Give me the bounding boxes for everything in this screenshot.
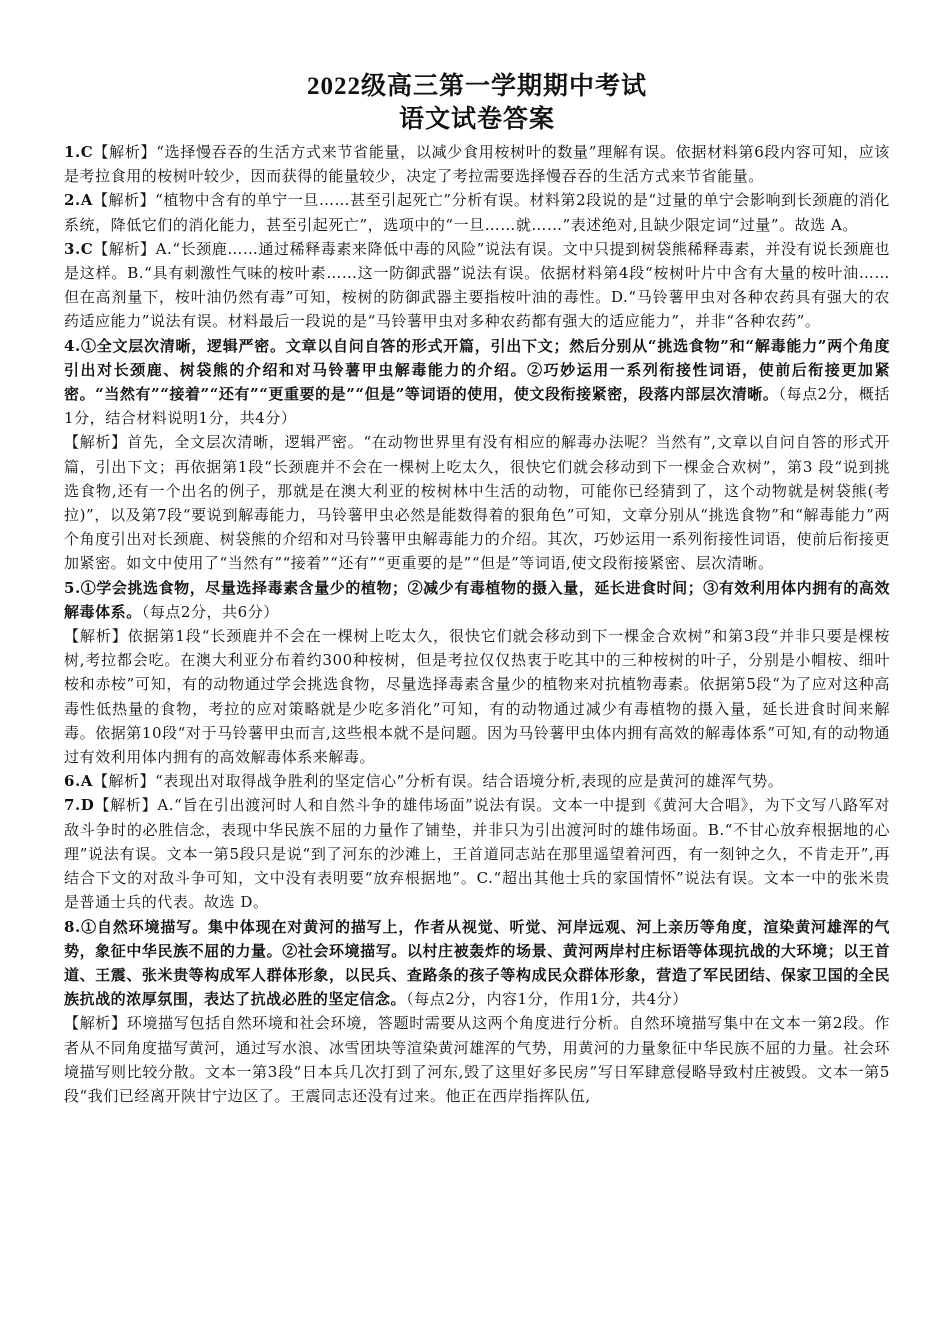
answer-4 bbox=[64, 334, 890, 431]
answer-3-analysis: 【解析】A.“长颈鹿……通过稀释毒素来降低中毒的风险”说法有误。文中只提到树袋熊稀释毒素，并没有说长颈鹿也是这样。B.“具有刺激性气味的桉叶素……这一防御武器”说法有误。依据材料第4段“桉树叶片中含有大量的桉叶油……但在高剂量下，桉叶油仍然有毒”可知，桉树的防御武器主要指桉叶油的毒性。D.“马铃薯甲虫对各种农药具有强大的农药适应能力”说法有误。材料最后一段说的是“马铃薯甲虫对多种农药都有强大的适应能力”，并非“各种农药”。 bbox=[64, 239, 890, 331]
answer-5-score: （每点2分，共6分） bbox=[141, 602, 279, 621]
answer-7-key: 7.D bbox=[64, 796, 95, 815]
answer-5-analysis: 【解析】依据第1段“长颈鹿并不会在一棵树上吃太久，很快它们就会移动到下一棵金合欢树”和第3段“并非只要是棵桉树,考拉都会吃。在澳大利亚分布着约300种桉树，但是考拉仅仅热衷于吃其中的三种桉树的叶子，分别是小帽桉、细叶桉和赤桉”可知，有的动物通过学会挑选食物，尽量选择毒素含量少的植物来对抗植物毒素。依据第5段“为了应对这种高毒性低热量的食物，考拉的应对策略就是少吃多消化”可知，有的动物通过减少有毒植物的摄入量，延长进食时间来解毒。依据第10段“对于马铃薯甲虫而言,这些根本就不是问题。因为马铃薯甲虫体内拥有高效的解毒体系”可知,有的动物通过有效利用体内拥有的高效解毒体系来解毒。 bbox=[64, 627, 890, 767]
answer-2-key: 2.A bbox=[64, 191, 93, 210]
answer-4-score: （每点2分，概括1分，结合材料说明1分，共4分） bbox=[64, 385, 890, 428]
answer-8 bbox=[64, 915, 890, 1012]
answer-6-key: 6.A bbox=[64, 772, 93, 791]
answer-8-analysis: 【解析】环境描写包括自然环境和社会环境，答题时需要从这两个角度进行分析。自然环境描写集中在文本一第2段。作者从不同角度描写黄河，通过写水浪、冰雪团块等渲染黄河雄浑的气势，用黄河的力量象征中华民族不屈的力量。社会环境描写则比较分散。文本一第3段“日本兵几次打到了河东,毁了这里好多民房”写日军肆意侵略导致村庄被毁。文本一第5段“我们已经离开陕甘宁边区了。王震同志还没有过来。他正在西岸指挥队伍, bbox=[64, 1014, 890, 1105]
document-subtitle: 语文试卷答案 bbox=[398, 106, 555, 133]
answer-1-key: 1.C bbox=[64, 143, 94, 161]
answer-4-key: 4.①全文层次清晰，逻辑严密。文章以自问自答的形式开篇，引出下文；然后分别从“挑选食物”和“解毒能力”两个角度引出对长颈鹿、树袋熊的介绍和对马铃薯甲虫解毒能力的介绍。②巧妙运用一系列衔接性词语，使前后衔接更加紧密。“当然有”“接着”“还有”“更重要的是”“但是”等词语的使用，使文段衔接紧密，段落内部层次清晰。 bbox=[64, 336, 890, 404]
answer-1-analysis: 【解析】“选择慢吞吞的生活方式来节省能量，以减少食用桉树叶的数量”理解有误。依据材料第6段内容可知，应该是考拉食用的桉树叶较少，因而获得的能量较少，决定了考拉需要选择慢吞吞的生活方式来节省能量。 bbox=[64, 143, 890, 186]
answer-3-key: 3.C bbox=[64, 239, 94, 258]
answer-8-score: （每点2分，内容1分，作用1分，共4分） bbox=[406, 990, 688, 1009]
answer-2 bbox=[64, 188, 890, 236]
answer-2-analysis: 【解析】“植物中含有的单宁一旦……甚至引起死亡”分析有误。材料第2段说的是“过量的单宁会影响到长颈鹿的消化系统，降低它们的消化能力，甚至引起死亡”，选项中的“一旦……就……”表述绝对,且缺少限定词“过量”。故选 A。 bbox=[64, 191, 890, 234]
answer-3 bbox=[64, 237, 890, 334]
document-title: 2022级高三第一学期期中考试 bbox=[306, 73, 647, 100]
answer-7 bbox=[64, 793, 890, 914]
answer-1 bbox=[64, 140, 890, 188]
answers-body bbox=[64, 140, 890, 1108]
answer-6-analysis: 【解析】“表现出对取得战争胜利的坚定信心”分析有误。结合语境分析,表现的应是黄河的雄浑气势。 bbox=[92, 772, 784, 791]
answer-5 bbox=[64, 576, 890, 624]
answer-5-key: 5.①学会挑选食物，尽量选择毒素含量少的植物；②减少有毒植物的摄入量，延长进食时间；③有效利用体内拥有的高效解毒体系。 bbox=[64, 578, 890, 621]
answer-6 bbox=[64, 769, 890, 793]
answer-7-analysis: 【解析】A.“旨在引出渡河时人和自然斗争的雄伟场面”说法有误。文本一中提到《黄河大合唱》，为下文写八路军对敌斗争时的必胜信念，表现中华民族不屈的力量作了铺垫，并非只为引出渡河时的雄伟场面。B.“不甘心放弃根据地的心理”说法有误。文本一第5段只是说“到了河东的沙滩上，王首道同志站在那里遥望着河西，有一刻钟之久，不肯走开”,再结合下文的对敌斗争可知，文中没有表明要“放弃根据地”。C.“超出其他士兵的家国情怀”说法有误。文本一中的张米贵是普通士兵的代表。故选 D。 bbox=[64, 796, 890, 912]
answer-4-analysis: 【解析】首先，全文层次清晰，逻辑严密。“在动物世界里有没有相应的解毒办法呢？当然有”,文章以自问自答的形式开篇，引出下文；再依据第1段“长颈鹿并不会在一棵树上吃太久，很快它们就会移动到下一棵金合欢树”，第3 段“说到挑选食物,还有一个出名的例子，那就是在澳大利亚的桉树林中生活的动物，可能你已经猜到了，这个动物就是树袋熊(考拉)”，以及第7段“要说到解毒能力，马铃薯甲虫必然是能数得着的狠角色”可知，文章分别从“挑选食物”和“解毒能力”两个角度引出对长颈鹿、树袋熊的介绍和对马铃薯甲虫解毒能力的介绍。其次，巧妙运用一系列衔接性词语，使前后衔接更加紧密。如文中使用了“当然有”“接着”“还有”“更重要的是”“但是”等词语,使文段衔接紧密、层次清晰。 bbox=[64, 433, 890, 573]
answer-8-key: 8.①自然环境描写。集中体现在对黄河的描写上，作者从视觉、听觉、河岸远观、河上亲历等角度，渲染黄河雄浑的气势，象征中华民族不屈的力量。②社会环境描写。以村庄被轰炸的场景、黄河两岸村庄标语等体现抗战的大环境；以王首道、王震、张米贵等构成军人群体形象，以民兵、查路条的孩子等构成民众群体形象，营造了军民团结、保家卫国的全民族抗战的浓厚氛围，表达了抗战必胜的坚定信念。 bbox=[64, 917, 890, 1009]
